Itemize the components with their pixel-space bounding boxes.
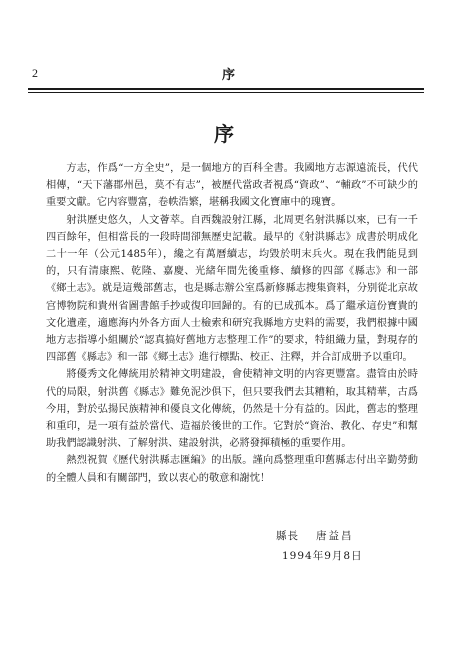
preface-title: 序 [214, 122, 236, 146]
running-head: 序 [222, 68, 236, 83]
header-rule-thin [28, 92, 424, 93]
paragraph: 方志，作爲“一方全史”，是一個地方的百科全書。我國地方志源遠流長，代代相傳，“天下藩郡州邑，莫不有志”，被歷代當政者視爲“資政”、“輔政”不可缺少的重要文獻。它内容豐富，卷帙浩繁，堪稱我國文化寶庫中的瑰寶。 [46, 163, 418, 209]
preface-body [46, 160, 418, 487]
paragraph: 熱烈祝賀《歷代射洪縣志匯編》的出版。謹向爲整理重印舊縣志付出辛勤勞動的全體人員和有關部門，致以衷心的敬意和謝忱！ [46, 455, 418, 484]
header-rule [28, 88, 424, 90]
signature-date: 1994年9月8日 [282, 550, 363, 562]
signature-name: 唐益昌 [316, 530, 354, 542]
paragraph: 射洪歷史悠久，人文薈萃。自西魏設射江縣，北周更名射洪縣以來，已有一千四百餘年，但相當長的一段時間卻無歷史記載。最早的《射洪縣志》成書於明成化二十一年（公元1485年），纔之有萬曆續志，均毀於明末兵火。現在我們能見到的，只有清康熙、乾隆、嘉慶、光緒年間先後重修、續修的四部《縣志》和一部《鄉土志》。就是這幾部舊志，也是縣志辦公室爲新修縣志搜集資料，分别從北京故宫博物院和貴州省圖書館手抄或復印回歸的。有的已成孤本。爲了繼承這份寶貴的文化遺產，適應海内外各方面人士檢索和研究我縣地方史料的需要，我們根據中國地方志指導小組關於“認真搞好舊地方志整理工作”的要求，特組織力量，對現存的四部舊《縣志》和一部《鄉土志》進行標點、校正、注釋，并合訂成册予以重印。 [46, 214, 418, 364]
page-number: 2 [32, 66, 38, 80]
signature-block [0, 528, 450, 568]
signature-role: 縣長 [276, 530, 299, 542]
paragraph: 將優秀文化傳統用於精神文明建設，會使精神文明的内容更豐富。盡管由於時代的局限，射洪舊《縣志》難免泥沙俱下，但只要我們去其糟粕，取其精華，古爲今用，對於弘揚民族精神和優良文化傳統，仍然是十分有益的。因此，舊志的整理和重印，是一項有益於當代、造福於後世的工作。它對於“資治、教化、存史”和幫助我們認識射洪、了解射洪、建設射洪，必將發揮積極的重要作用。 [46, 369, 418, 450]
page-header [28, 64, 424, 86]
